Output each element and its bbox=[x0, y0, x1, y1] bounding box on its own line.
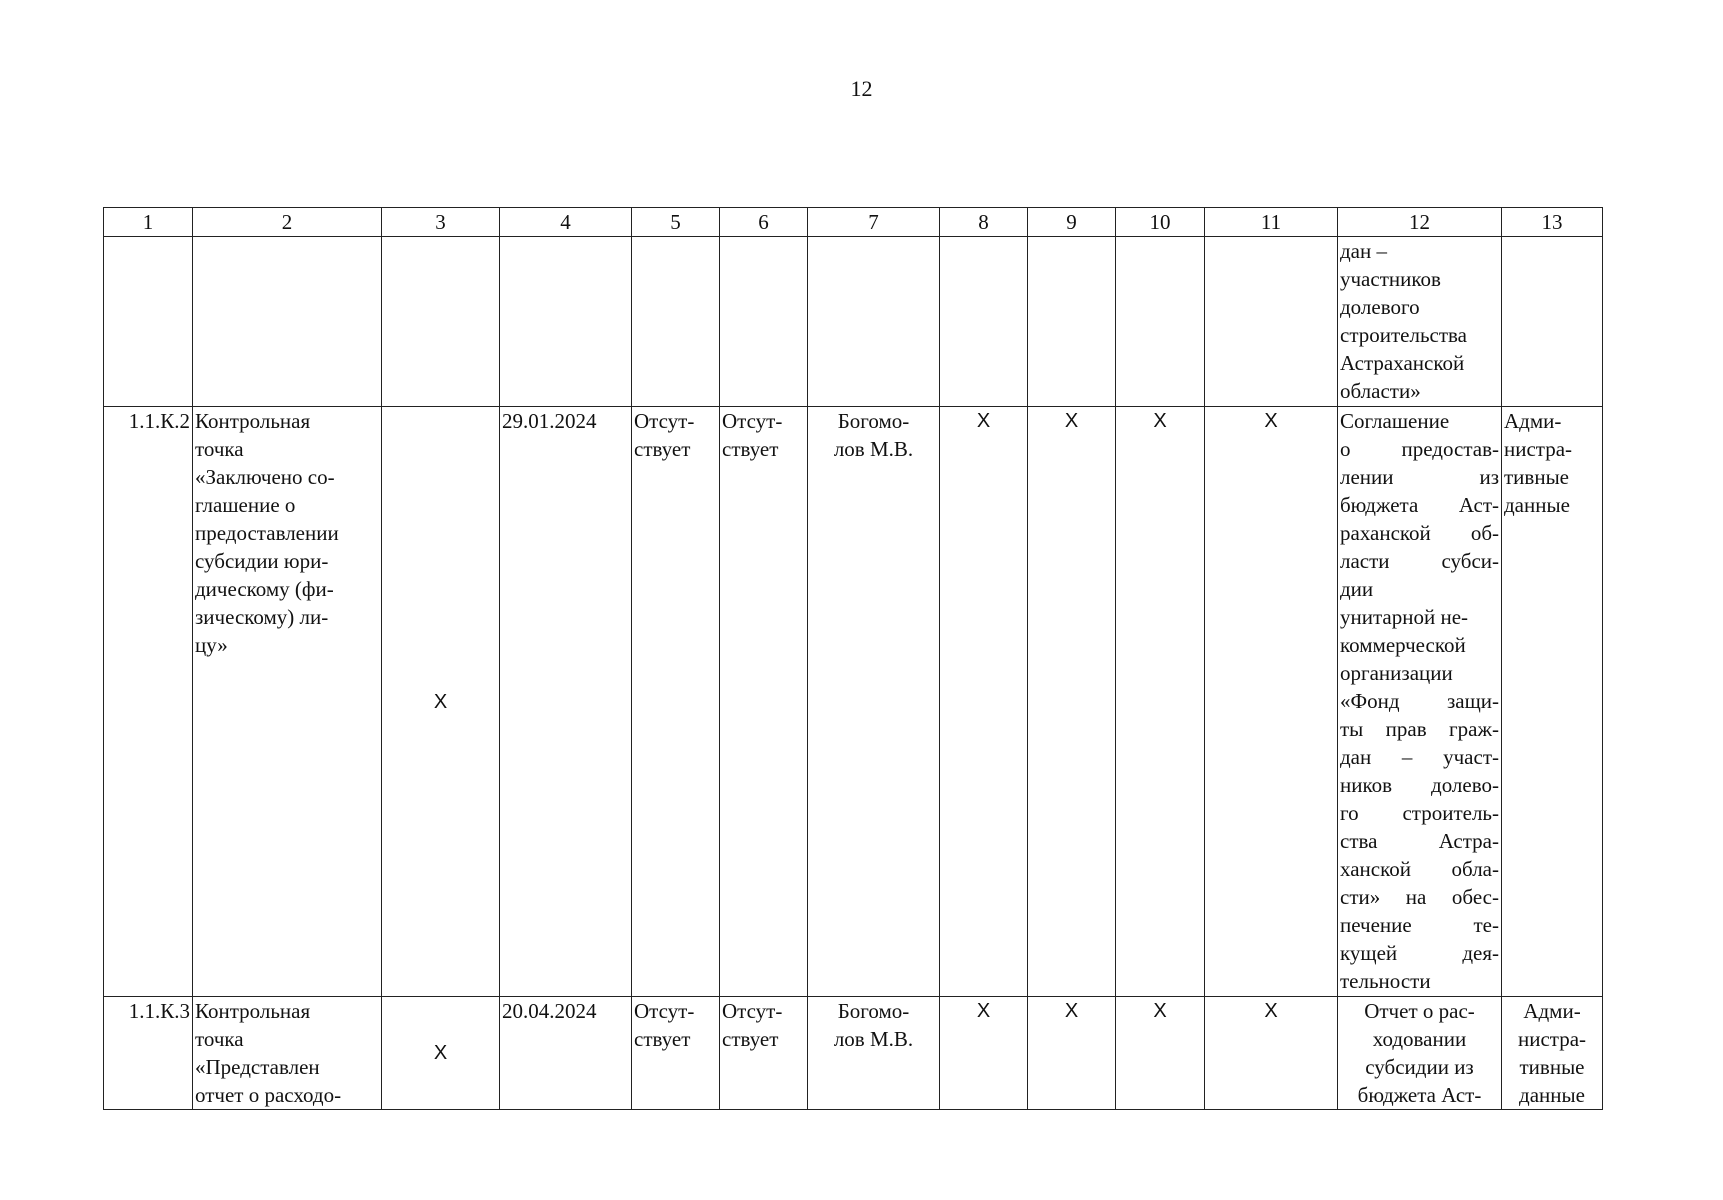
cell-line: точка bbox=[195, 437, 244, 461]
header-cell: 1 bbox=[104, 208, 193, 237]
cell-line: зическому) ли- bbox=[195, 605, 329, 629]
continuation-basis-cell bbox=[1338, 237, 1502, 407]
x-mark-cell: Х bbox=[1116, 997, 1205, 1110]
results-table bbox=[103, 207, 1603, 1110]
table-cell bbox=[1028, 237, 1116, 407]
x-mark-cell: Х bbox=[940, 407, 1028, 997]
header-cell: 8 bbox=[940, 208, 1028, 237]
cell-line: Богомо- bbox=[837, 999, 910, 1023]
header-cell: 7 bbox=[808, 208, 940, 237]
x-mark-cell: Х bbox=[1205, 407, 1338, 997]
date-cell: 29.01.2024 bbox=[500, 407, 632, 997]
cell-line: коммерческой bbox=[1340, 633, 1466, 657]
cell-line: нистра- bbox=[1517, 1027, 1587, 1051]
cell-line: «Представлен bbox=[195, 1055, 320, 1079]
cell-line: глашение о bbox=[195, 493, 296, 517]
cell-line: Соглашение bbox=[1340, 409, 1450, 433]
cell-line: Контрольная bbox=[195, 999, 311, 1023]
cell-line: Адми- bbox=[1504, 409, 1562, 433]
row-name-cell bbox=[193, 407, 382, 997]
cell-line: нистра- bbox=[1504, 437, 1573, 461]
header-cell: 13 bbox=[1502, 208, 1603, 237]
table-cell bbox=[1502, 237, 1603, 407]
cell-line: области» bbox=[1340, 379, 1421, 403]
cell-line: Контрольная bbox=[195, 409, 311, 433]
header-cell: 2 bbox=[193, 208, 382, 237]
table-cell bbox=[808, 237, 940, 407]
cell-line: лении из bbox=[1340, 465, 1499, 489]
x-mark-cell: Х bbox=[382, 997, 500, 1110]
header-row bbox=[104, 208, 1603, 237]
table-cell bbox=[720, 237, 808, 407]
table-cell bbox=[1205, 237, 1338, 407]
x-mark-cell: Х bbox=[1205, 997, 1338, 1110]
cell-line: унитарной не- bbox=[1340, 605, 1469, 629]
x-mark-cell: Х bbox=[382, 407, 500, 997]
cell-line: тельности bbox=[1340, 969, 1431, 993]
header-cell: 9 bbox=[1028, 208, 1116, 237]
basis-document-cell bbox=[1338, 997, 1502, 1110]
cell-line: ты прав граж- bbox=[1340, 717, 1499, 741]
cell-line: цу» bbox=[195, 633, 228, 657]
header-cell: 10 bbox=[1116, 208, 1205, 237]
cell-line: организации bbox=[1340, 661, 1453, 685]
date-cell: 20.04.2024 bbox=[500, 997, 632, 1110]
table-cell bbox=[1116, 237, 1205, 407]
cell-line: участников bbox=[1340, 267, 1441, 291]
cell-line: предоставлении bbox=[195, 521, 339, 545]
cell-line: тивные bbox=[1519, 1055, 1585, 1079]
cell-line: «Фонд защи- bbox=[1340, 689, 1499, 713]
cell-line: данные bbox=[1519, 1083, 1585, 1107]
cell-line: дии bbox=[1340, 577, 1374, 601]
responsible-cell bbox=[808, 407, 940, 997]
continuation-row bbox=[104, 237, 1603, 407]
cell-line: ханской обла- bbox=[1340, 857, 1499, 881]
cell-line: ствует bbox=[634, 1027, 691, 1051]
cell-line: лов М.В. bbox=[833, 437, 914, 461]
header-cell: 12 bbox=[1338, 208, 1502, 237]
cell-absent bbox=[720, 407, 808, 997]
cell-line: данные bbox=[1504, 493, 1570, 517]
table-cell bbox=[632, 237, 720, 407]
cell-line: ников долево- bbox=[1340, 773, 1499, 797]
cell-absent bbox=[632, 407, 720, 997]
cell-line: ствует bbox=[722, 1027, 779, 1051]
header-cell: 5 bbox=[632, 208, 720, 237]
cell-line: сти» на обес- bbox=[1340, 885, 1499, 909]
cell-line: строительства bbox=[1340, 323, 1468, 347]
cell-line: дан – участ- bbox=[1340, 745, 1499, 769]
table-cell bbox=[500, 237, 632, 407]
cell-line: ходовании bbox=[1372, 1027, 1467, 1051]
cell-line: субсидии из bbox=[1365, 1055, 1474, 1079]
table-cell bbox=[193, 237, 382, 407]
responsible-cell bbox=[808, 997, 940, 1110]
cell-line: о предостав- bbox=[1340, 437, 1499, 461]
cell-line: дическому (фи- bbox=[195, 577, 334, 601]
row-id-cell: 1.1.К.3 bbox=[104, 997, 193, 1110]
header-cell: 4 bbox=[500, 208, 632, 237]
basis-document-cell bbox=[1338, 407, 1502, 997]
table-cell bbox=[104, 237, 193, 407]
cell-line: Отсут- bbox=[634, 999, 695, 1023]
table-row bbox=[104, 997, 1603, 1110]
cell-line: дан – bbox=[1340, 239, 1387, 263]
cell-line: Адми- bbox=[1523, 999, 1581, 1023]
row-id-cell: 1.1.К.2 bbox=[104, 407, 193, 997]
cell-line: долевого bbox=[1340, 295, 1420, 319]
cell-line: отчет о расходо- bbox=[195, 1083, 342, 1107]
cell-line: бюджета Аст- bbox=[1340, 493, 1499, 517]
x-mark-cell: Х bbox=[1028, 407, 1116, 997]
table-cell bbox=[382, 237, 500, 407]
x-mark-cell: Х bbox=[940, 997, 1028, 1110]
cell-line: печение те- bbox=[1340, 913, 1499, 937]
cell-line: Отсут- bbox=[722, 999, 783, 1023]
cell-line: Отсут- bbox=[722, 409, 783, 433]
cell-line: ласти субси- bbox=[1340, 549, 1499, 573]
cell-absent bbox=[632, 997, 720, 1110]
cell-line: бюджета Аст- bbox=[1357, 1083, 1482, 1107]
cell-line: тивные bbox=[1504, 465, 1569, 489]
source-cell bbox=[1502, 407, 1603, 997]
cell-line: Астраханской bbox=[1340, 351, 1465, 375]
cell-line: ства Астра- bbox=[1340, 829, 1499, 853]
cell-line: Отсут- bbox=[634, 409, 695, 433]
header-cell: 3 bbox=[382, 208, 500, 237]
page-number: 12 bbox=[850, 76, 873, 101]
table-cell bbox=[940, 237, 1028, 407]
x-mark-cell: Х bbox=[1028, 997, 1116, 1110]
cell-absent bbox=[720, 997, 808, 1110]
cell-line: раханской об- bbox=[1340, 521, 1499, 545]
cell-line: точка bbox=[195, 1027, 244, 1051]
row-name-cell bbox=[193, 997, 382, 1110]
cell-line: кущей дея- bbox=[1340, 941, 1499, 965]
header-cell: 6 bbox=[720, 208, 808, 237]
cell-line: «Заключено со- bbox=[195, 465, 335, 489]
cell-line: лов М.В. bbox=[833, 1027, 914, 1051]
cell-line: ствует bbox=[722, 437, 779, 461]
header-cell: 11 bbox=[1205, 208, 1338, 237]
cell-line: ствует bbox=[634, 437, 691, 461]
source-cell bbox=[1502, 997, 1603, 1110]
cell-line: го строитель- bbox=[1340, 801, 1499, 825]
table-row bbox=[104, 407, 1603, 997]
cell-line: субсидии юри- bbox=[195, 549, 329, 573]
cell-line: Богомо- bbox=[837, 409, 910, 433]
x-mark-cell: Х bbox=[1116, 407, 1205, 997]
cell-line: Отчет о рас- bbox=[1364, 999, 1475, 1023]
